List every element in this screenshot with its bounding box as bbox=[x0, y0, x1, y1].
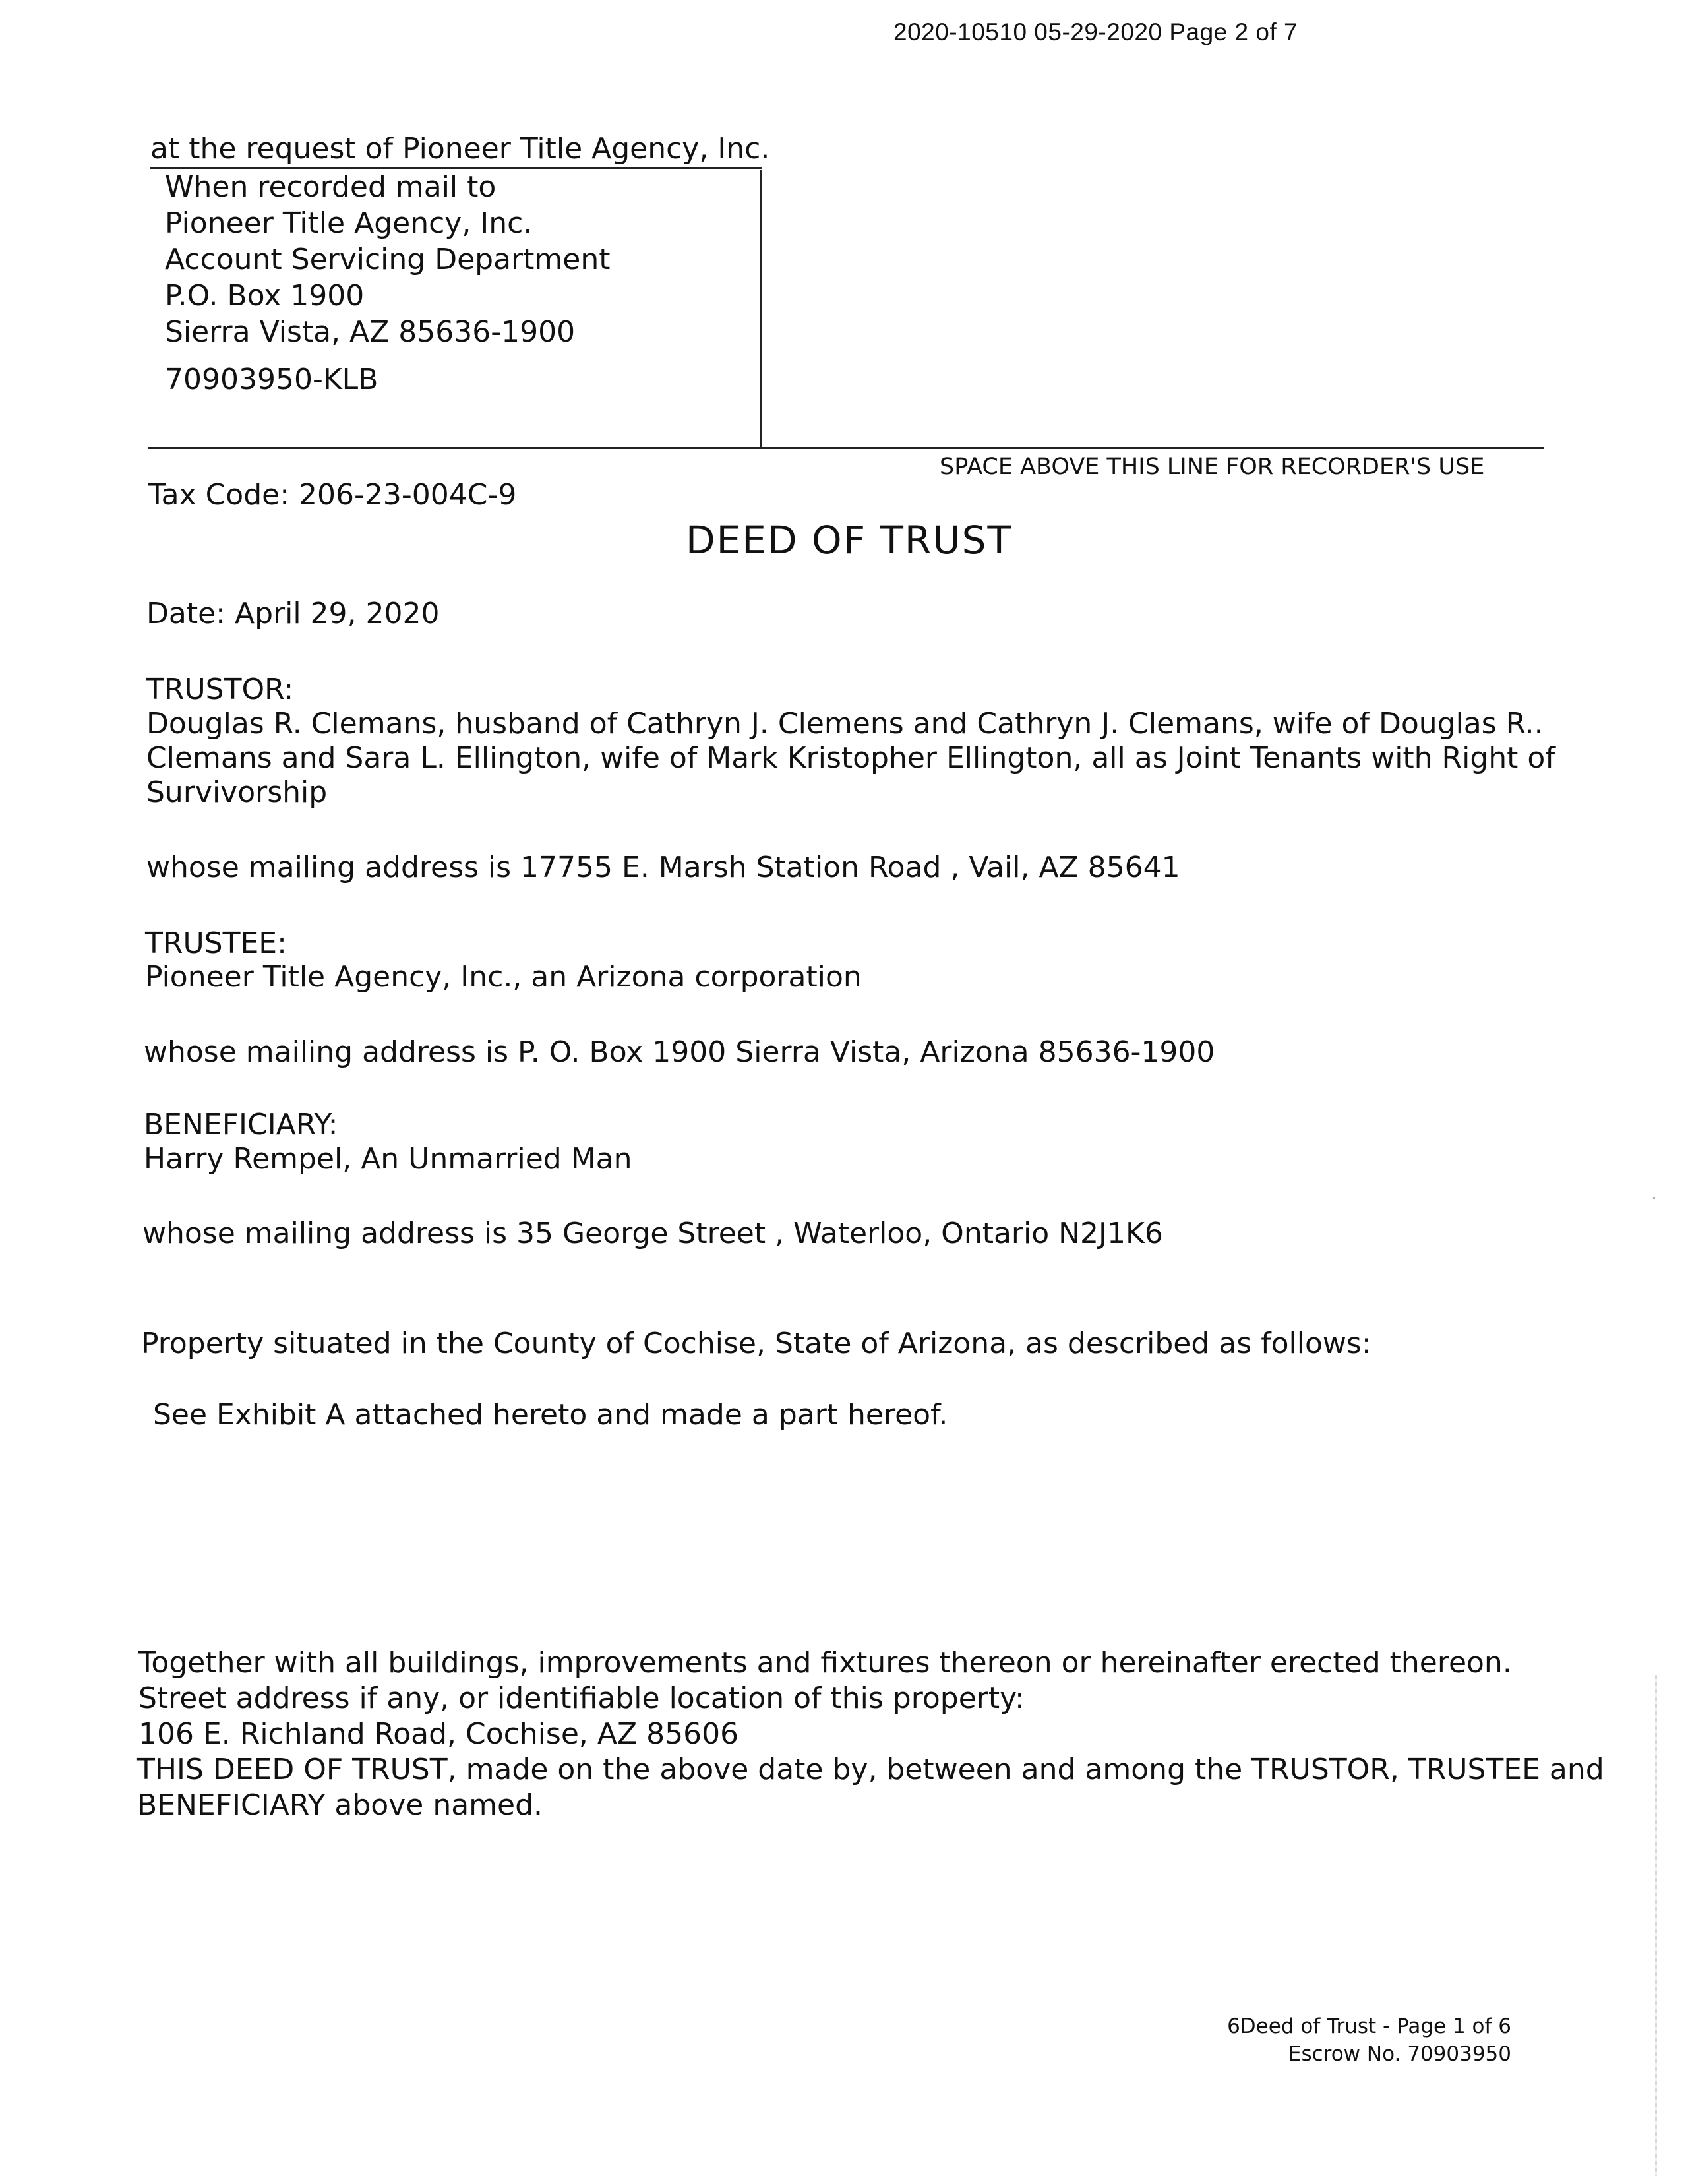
together-line: BENEFICIARY above named. bbox=[137, 1788, 543, 1822]
street-address: 106 E. Richland Road, Cochise, AZ 85606 bbox=[138, 1717, 739, 1751]
mail-to-line: When recorded mail to bbox=[165, 170, 497, 204]
beneficiary-label: BENEFICIARY: bbox=[144, 1108, 338, 1141]
trustee-address: whose mailing address is P. O. Box 1900 Sierra Vista, Arizona 85636-1900 bbox=[144, 1035, 1215, 1069]
trustor-line: Survivorship bbox=[146, 775, 328, 809]
document-date: Date: April 29, 2020 bbox=[146, 597, 440, 630]
footer-escrow-number: Escrow No. 70903950 bbox=[1288, 2042, 1511, 2066]
exhibit-reference: See Exhibit A attached hereto and made a part hereof. bbox=[153, 1398, 948, 1432]
recorder-divider bbox=[148, 447, 1544, 449]
scan-edge-artifact bbox=[1655, 1675, 1657, 2176]
trustee-label: TRUSTEE: bbox=[145, 926, 287, 960]
mail-to-box bbox=[150, 170, 762, 447]
request-line: at the request of Pioneer Title Agency, Inc. bbox=[150, 132, 762, 169]
together-line: Street address if any, or identifiable location of this property: bbox=[138, 1682, 1025, 1715]
recorder-note: SPACE ABOVE THIS LINE FOR RECORDER'S USE bbox=[940, 454, 1485, 480]
together-line: THIS DEED OF TRUST, made on the above date by, between and among the TRUSTOR, TRUSTEE and bbox=[137, 1753, 1604, 1786]
trustee-name: Pioneer Title Agency, Inc., an Arizona corporation bbox=[145, 960, 862, 994]
property-statement: Property situated in the County of Cochise, State of Arizona, as described as follows: bbox=[141, 1327, 1372, 1360]
document-title: DEED OF TRUST bbox=[686, 518, 1012, 562]
mail-to-line: Sierra Vista, AZ 85636-1900 bbox=[165, 315, 576, 349]
trustor-address: whose mailing address is 17755 E. Marsh Station Road , Vail, AZ 85641 bbox=[146, 851, 1180, 884]
footer-page-label: 6Deed of Trust - Page 1 of 6 bbox=[1227, 2015, 1511, 2038]
escrow-reference: 70903950-KLB bbox=[165, 363, 378, 396]
trustor-label: TRUSTOR: bbox=[146, 673, 294, 706]
mail-to-line: Account Servicing Department bbox=[165, 243, 611, 276]
recording-stamp: 2020-10510 05-29-2020 Page 2 of 7 bbox=[893, 18, 1298, 46]
mail-to-line: P.O. Box 1900 bbox=[165, 279, 365, 313]
mail-to-line: Pioneer Title Agency, Inc. bbox=[165, 206, 533, 240]
beneficiary-name: Harry Rempel, An Unmarried Man bbox=[144, 1142, 632, 1176]
scan-speck bbox=[1653, 1197, 1655, 1199]
trustor-line: Douglas R. Clemans, husband of Cathryn J. Clemens and Cathryn J. Clemans, wife of Douglas R.. bbox=[146, 707, 1544, 741]
together-line: Together with all buildings, improvements and fixtures thereon or hereinafter erected thereon. bbox=[138, 1646, 1512, 1680]
page-footer bbox=[1227, 2013, 1511, 2068]
tax-code: Tax Code: 206-23-004C-9 bbox=[148, 478, 517, 512]
beneficiary-address: whose mailing address is 35 George Street , Waterloo, Ontario N2J1K6 bbox=[142, 1217, 1163, 1250]
trustor-line: Clemans and Sara L. Ellington, wife of Mark Kristopher Ellington, all as Joint Tenants with Right of bbox=[146, 741, 1555, 775]
